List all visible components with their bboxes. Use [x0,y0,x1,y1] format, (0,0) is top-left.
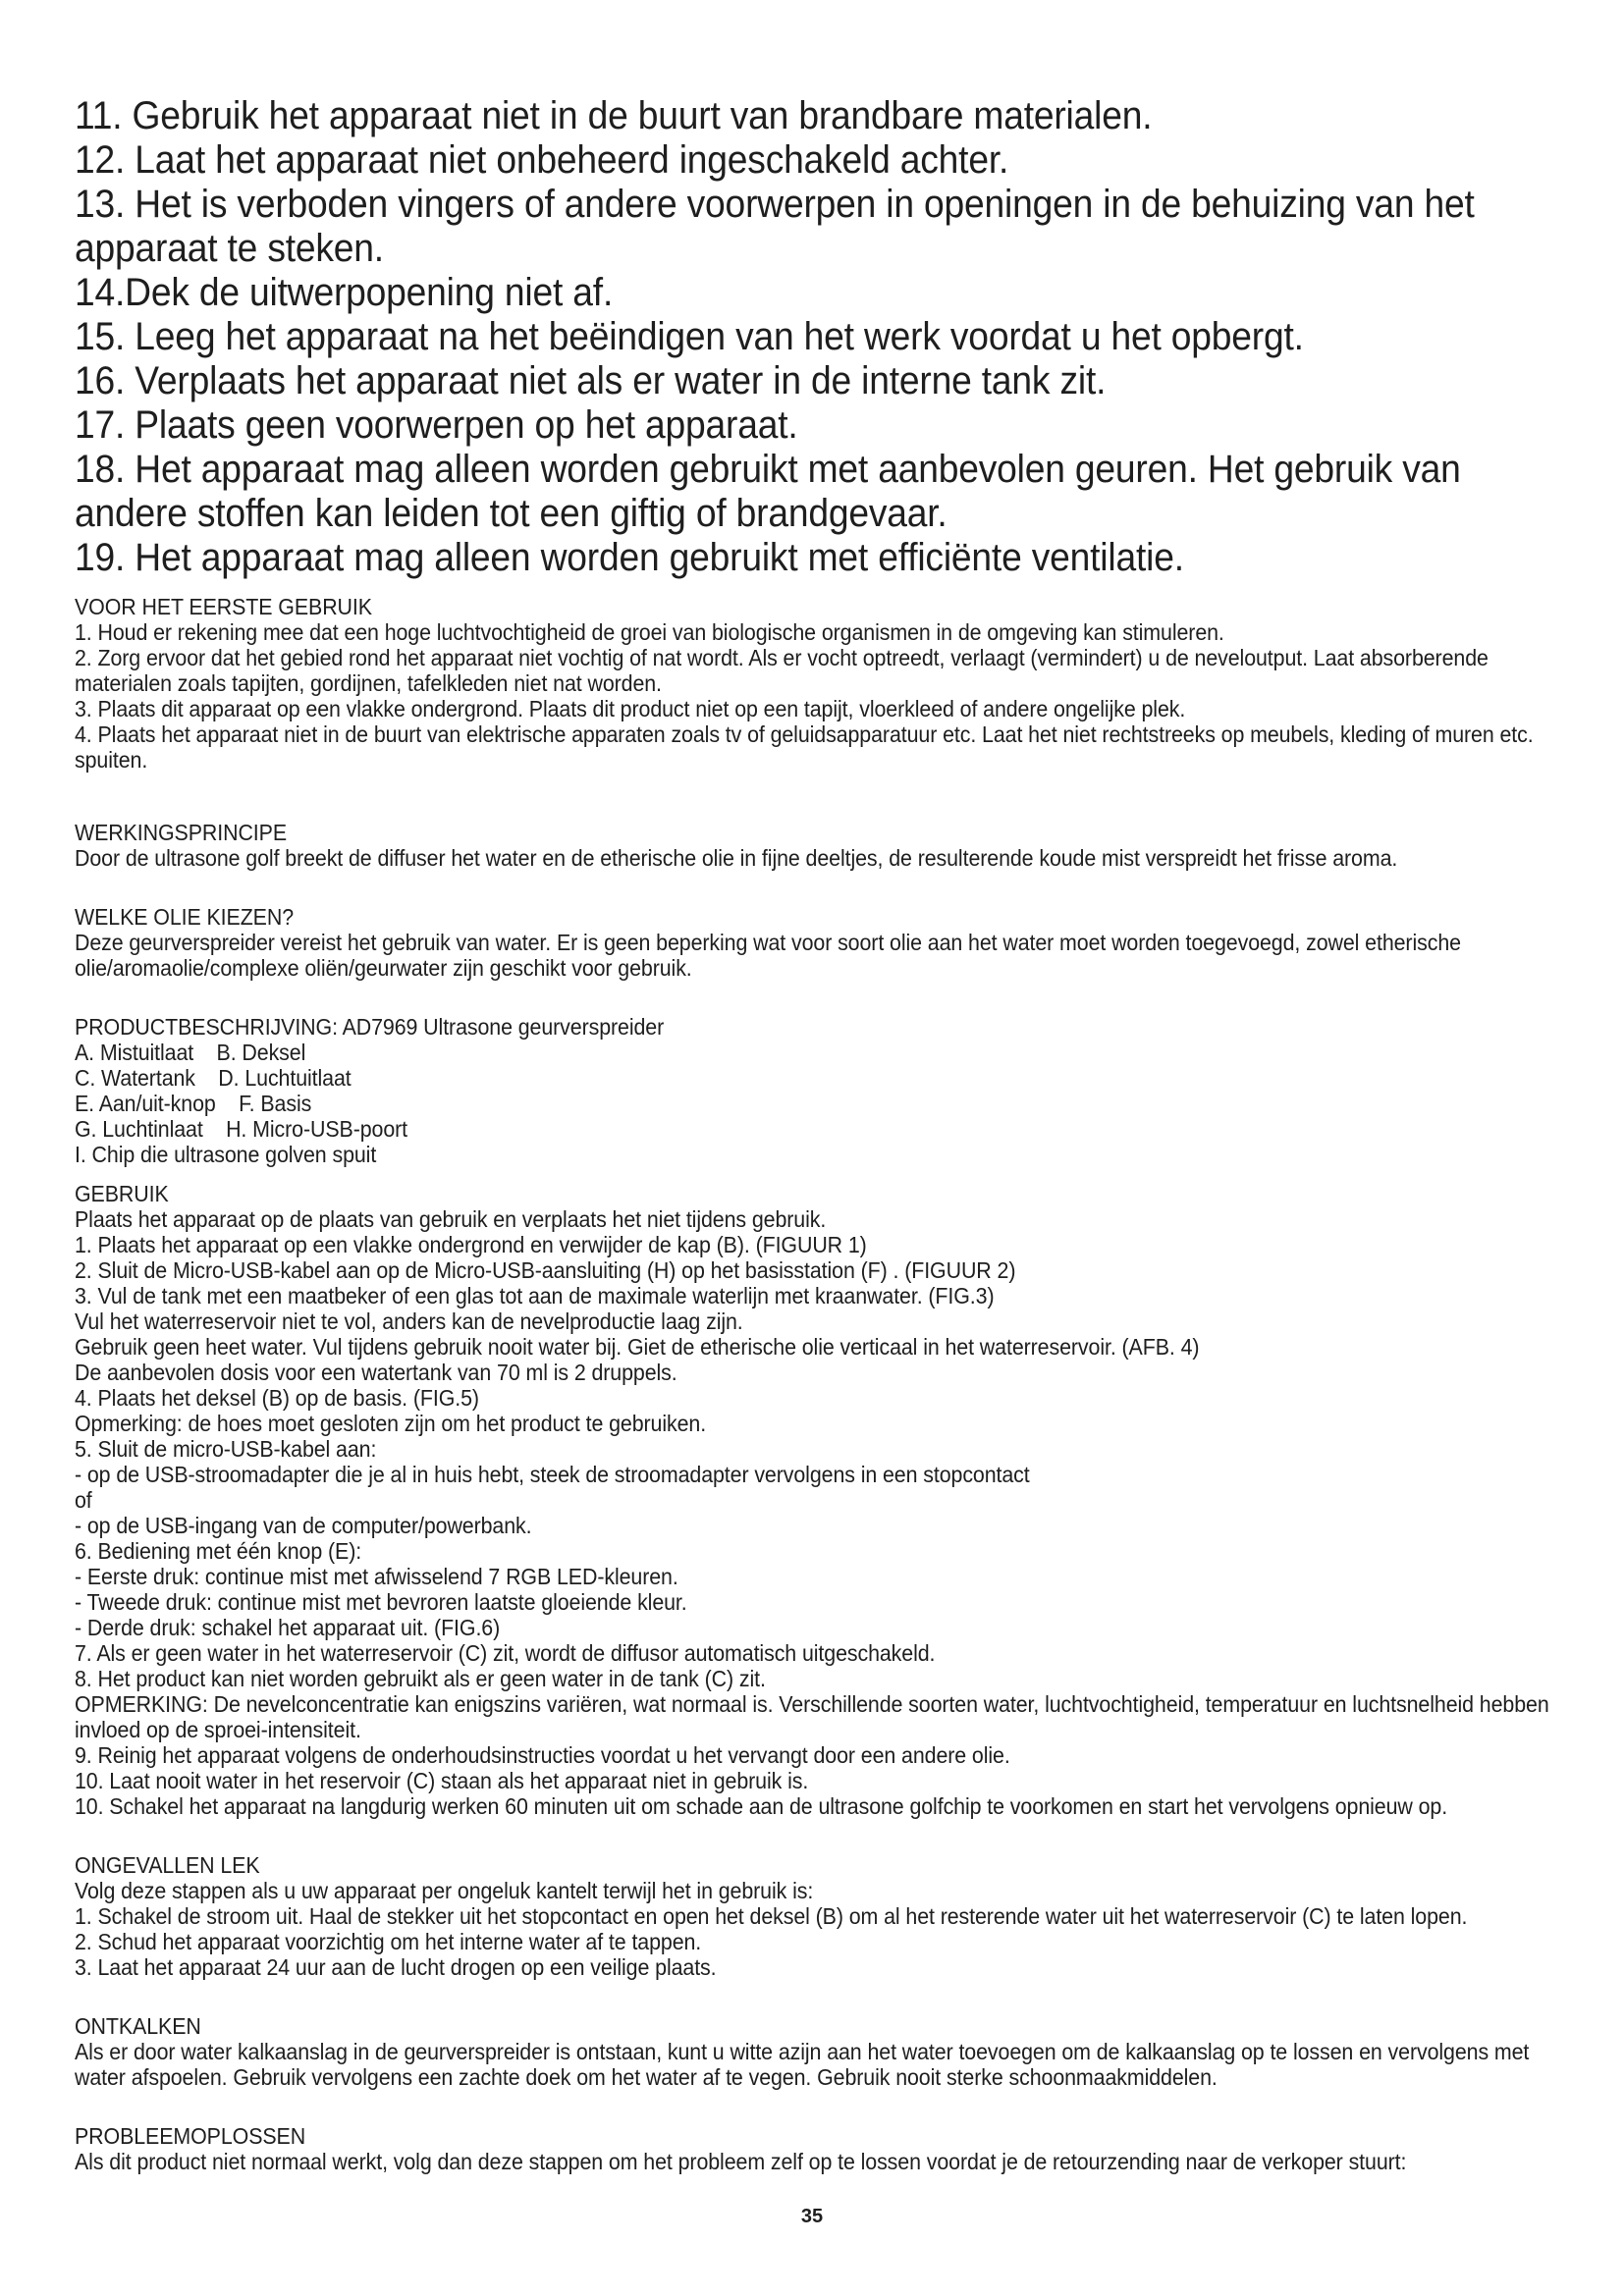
section-first-use [75,594,1567,773]
section-leak [75,1852,1567,1980]
section-heading: ONTKALKEN [75,2013,201,2039]
parts-line: C. Watertank D. Luchtuitlaat [75,1065,352,1091]
paragraph: of [75,1487,92,1513]
paragraph: 6. Bediening met één knop (E): [75,1538,362,1564]
paragraph: 9. Reinig het apparaat volgens de onderhoudsinstructies voordat u het vervangt door een andere olie. [75,1742,1010,1768]
safety-item: 16. Verplaats het apparaat niet als er water in de interne tank zit. [75,359,1107,402]
paragraph: Vul het waterreservoir niet te vol, anders kan de nevelproductie laag zijn. [75,1308,743,1334]
section-principle [75,820,1567,871]
safety-list [75,94,1567,580]
paragraph: 2. Sluit de Micro-USB-kabel aan op de Micro-USB-aansluiting (H) op het basisstation (F) . (FIGUUR 2) [75,1257,1016,1283]
paragraph: 3. Plaats dit apparaat op een vlakke ondergrond. Plaats dit product niet op een tapijt, vloerkleed of andere ongelijke plek. [75,696,1186,721]
section-heading: WELKE OLIE KIEZEN? [75,904,294,930]
parts-line: G. Luchtinlaat H. Micro-USB-poort [75,1116,408,1142]
paragraph: OPMERKING: De nevelconcentratie kan enigszins variëren, wat normaal is. Verschillende soorten water, luchtvochtigheid, temperatuur en luchtsnelheid hebben invloed op de sproei-intensiteit. [75,1691,1549,1742]
paragraph: 4. Plaats het apparaat niet in de buurt van elektrische apparaten zoals tv of geluidsapparatuur etc. Laat het niet rechtstreeks op meubels, kleding of muren etc. spuiten. [75,721,1534,773]
paragraph: Volg deze stappen als u uw apparaat per ongeluk kantelt terwijl het in gebruik is: [75,1878,814,1903]
paragraph: - op de USB-stroomadapter die je al in huis hebt, steek de stroomadapter vervolgens in een stopcontact [75,1462,1030,1487]
paragraph: - op de USB-ingang van de computer/powerbank. [75,1513,532,1538]
safety-item: 12. Laat het apparaat niet onbeheerd ingeschakeld achter. [75,138,1009,182]
paragraph: 1. Houd er rekening mee dat een hoge luchtvochtigheid de groei van biologische organismen in de omgeving kan stimuleren. [75,619,1224,645]
safety-item: 18. Het apparaat mag alleen worden gebruikt met aanbevolen geuren. Het gebruik van andere stoffen kan leiden tot een giftig of brandgevaar. [75,448,1461,535]
paragraph: 10. Laat nooit water in het reservoir (C) staan als het apparaat niet in gebruik is. [75,1768,809,1793]
paragraph: - Eerste druk: continue mist met afwisselend 7 RGB LED-kleuren. [75,1564,678,1589]
section-usage [75,1181,1567,1819]
section-descale [75,2013,1567,2090]
section-troubleshooting [75,2123,1567,2174]
paragraph: De aanbevolen dosis voor een watertank van 70 ml is 2 druppels. [75,1360,677,1385]
paragraph: 3. Laat het apparaat 24 uur aan de lucht drogen op een veilige plaats. [75,1954,717,1980]
section-heading: ONGEVALLEN LEK [75,1852,260,1878]
paragraph: 10. Schakel het apparaat na langdurig werken 60 minuten uit om schade aan de ultrasone golfchip te voorkomen en start het vervolgens opnieuw op. [75,1793,1448,1819]
page-number: 35 [800,2206,824,2227]
paragraph: 8. Het product kan niet worden gebruikt als er geen water in de tank (C) zit. [75,1666,766,1691]
paragraph: Als dit product niet normaal werkt, volg dan deze stappen om het probleem zelf op te lossen voordat je de retourzending naar de verkoper stuurt: [75,2149,1407,2174]
paragraph: 4. Plaats het deksel (B) op de basis. (FIG.5) [75,1385,479,1411]
section-oil [75,904,1567,981]
paragraph: 1. Plaats het apparaat op een vlakke ondergrond en verwijder de kap (B). (FIGUUR 1) [75,1232,867,1257]
section-heading: VOOR HET EERSTE GEBRUIK [75,594,372,619]
paragraph: Opmerking: de hoes moet gesloten zijn om het product te gebruiken. [75,1411,707,1436]
paragraph: 7. Als er geen water in het waterreservoir (C) zit, wordt de diffusor automatisch uitgeschakeld. [75,1640,936,1666]
paragraph: - Tweede druk: continue mist met bevroren laatste gloeiende kleur. [75,1589,687,1615]
paragraph: 1. Schakel de stroom uit. Haal de stekker uit het stopcontact en open het deksel (B) om al het resterende water uit het waterreservoir (C) te laten lopen. [75,1903,1468,1929]
safety-item: 14.Dek de uitwerpopening niet af. [75,271,614,314]
parts-line: A. Mistuitlaat B. Deksel [75,1040,306,1065]
manual-page [75,94,1567,2174]
paragraph: Gebruik geen heet water. Vul tijdens gebruik nooit water bij. Giet de etherische olie verticaal in het waterreservoir. (AFB. 4) [75,1334,1200,1360]
paragraph: 2. Schud het apparaat voorzichtig om het interne water af te tappen. [75,1929,702,1954]
paragraph: Plaats het apparaat op de plaats van gebruik en verplaats het niet tijdens gebruik. [75,1206,827,1232]
paragraph: 5. Sluit de micro-USB-kabel aan: [75,1436,377,1462]
paragraph: Door de ultrasone golf breekt de diffuser het water en de etherische olie in fijne deeltjes, de resulterende koude mist verspreidt het frisse aroma. [75,845,1398,871]
paragraph: Deze geurverspreider vereist het gebruik van water. Er is geen beperking wat voor soort olie aan het water moet worden toegevoegd, zowel etherische olie/aromaolie/complexe oliën/geurwater zijn geschikt voor gebruik. [75,930,1461,981]
parts-line: E. Aan/uit-knop F. Basis [75,1091,312,1116]
safety-item: 11. Gebruik het apparaat niet in de buurt van brandbare materialen. [75,94,1153,137]
safety-item: 15. Leeg het apparaat na het beëindigen van het werk voordat u het opbergt. [75,315,1304,358]
paragraph: Als er door water kalkaanslag in de geurverspreider is ontstaan, kunt u witte azijn aan het water toevoegen om de kalkaanslag op te lossen en vervolgens met water afspoelen. Gebruik vervolgens een zachte doek om het water af te vegen. Gebruik nooit sterke schoonmaakmiddelen. [75,2039,1530,2090]
section-heading: GEBRUIK [75,1181,169,1206]
safety-item: 17. Plaats geen voorwerpen op het apparaat. [75,403,798,447]
safety-item: 19. Het apparaat mag alleen worden gebruikt met efficiënte ventilatie. [75,536,1184,579]
paragraph: 2. Zorg ervoor dat het gebied rond het apparaat niet vochtig of nat wordt. Als er vocht optreedt, verlaagt (vermindert) u de neveloutput. Laat absorberende materialen zoals tapijten, gordijnen, tafelkleden niet nat worden. [75,645,1489,696]
section-heading: PRODUCTBESCHRIJVING: AD7969 Ultrasone geurverspreider [75,1014,665,1040]
section-heading: PROBLEEMOPLOSSEN [75,2123,306,2149]
section-heading: WERKINGSPRINCIPE [75,820,288,845]
section-product [75,1014,1567,1167]
paragraph: 3. Vul de tank met een maatbeker of een glas tot aan de maximale waterlijn met kraanwater. (FIG.3) [75,1283,995,1308]
paragraph: - Derde druk: schakel het apparaat uit. (FIG.6) [75,1615,501,1640]
safety-item: 13. Het is verboden vingers of andere voorwerpen in openingen in de behuizing van het apparaat te steken. [75,183,1475,270]
parts-line: I. Chip die ultrasone golven spuit [75,1142,377,1167]
